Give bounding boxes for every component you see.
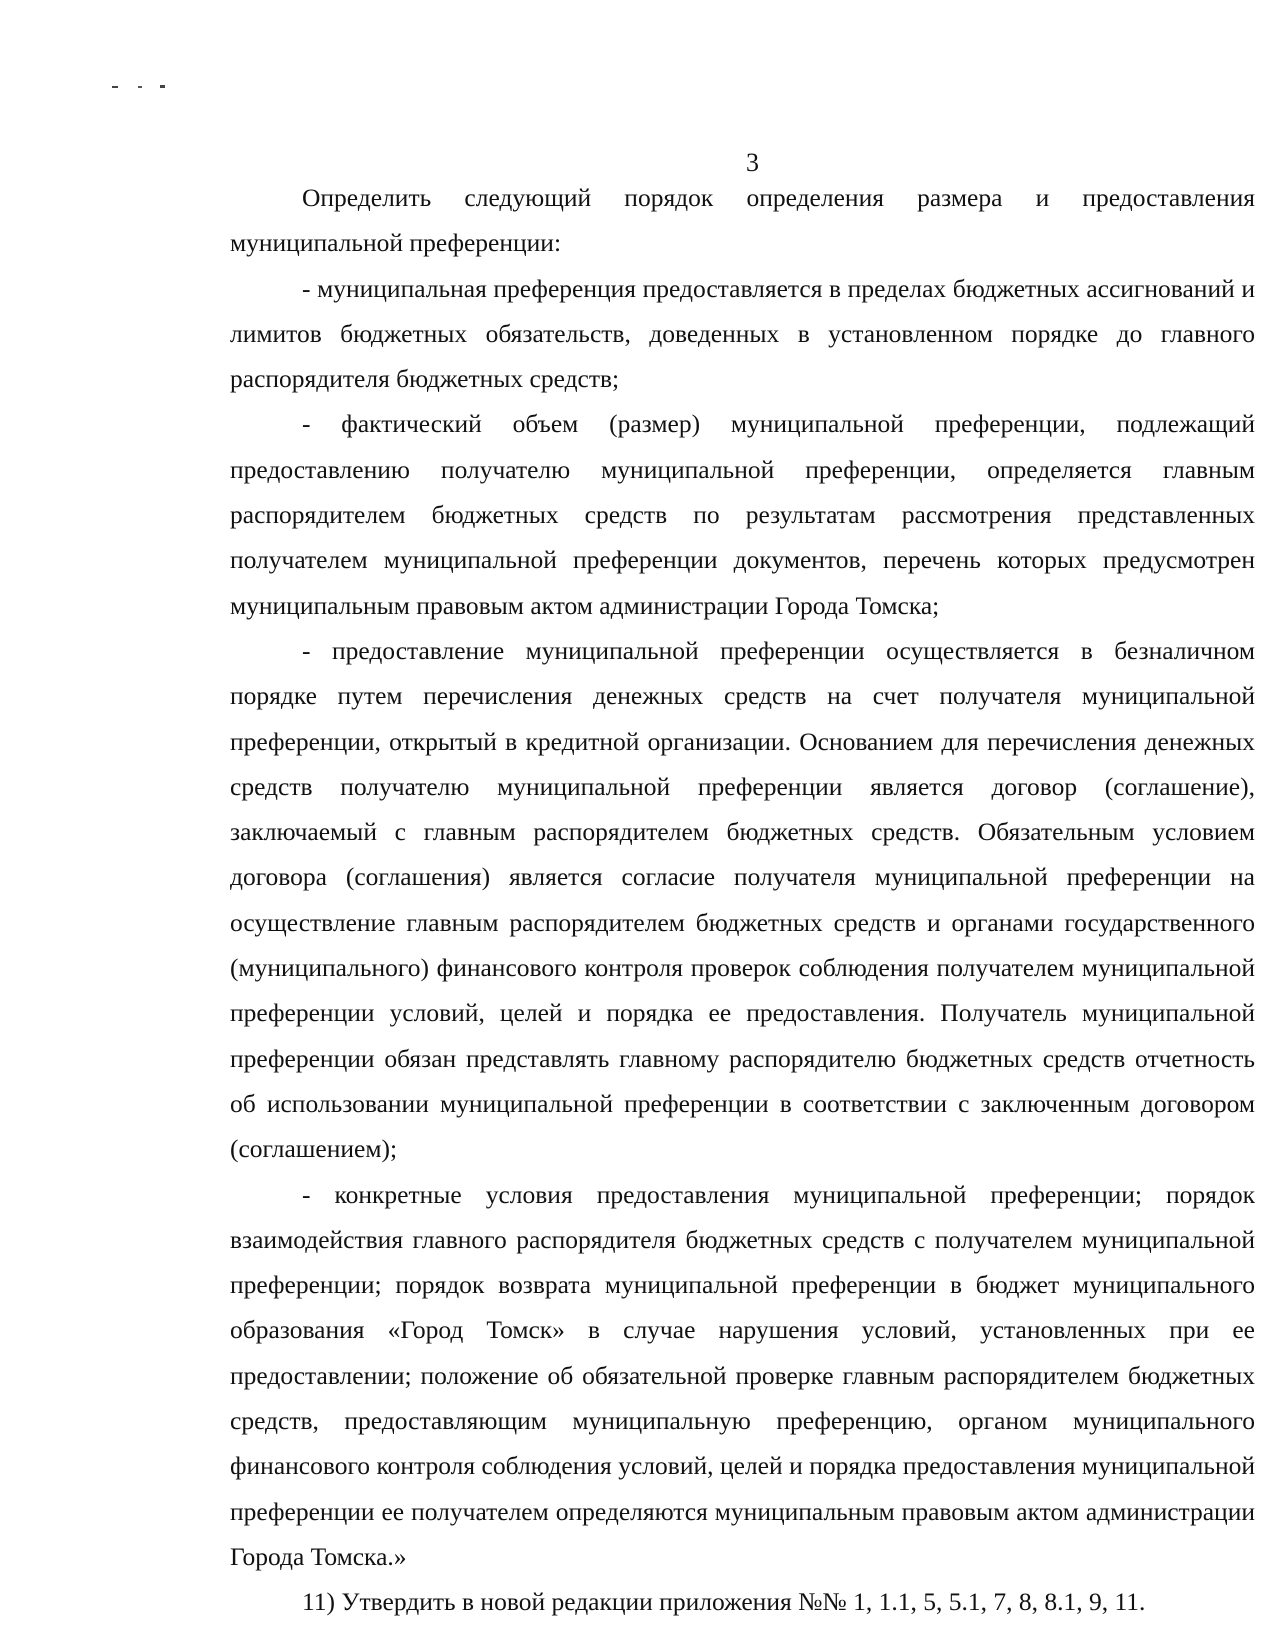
scan-artifact-marks <box>112 80 182 92</box>
paragraph-bullet-4: - конкретные условия предоставления муниципальной преференции; порядок взаимодействия главного распорядителя бюджетных средств с получателем муниципальной преференции; порядок возврата муниципальной преференции в бюджет муниципального образования «Город Томск» в случае нарушения условий, установленных при ее предоставлении; положение об обязательной проверке главным распорядителем бюджетных средств, предоставляющим муниципальную преференцию, органом муниципального финансового контроля соблюдения условий, целей и порядка предоставления муниципальной преференции ее получателем определяются муниципальным правовым актом администрации Города Томска.» <box>230 1179 1255 1571</box>
paragraph-intro: Определить следующий порядок определения размера и предоставления муниципальной преференции: <box>230 183 1255 258</box>
paragraph-item-11: 11) Утвердить в новой редакции приложения №№ 1, 1.1, 5, 5.1, 7, 8, 8.1, 9, 11. <box>302 1587 1146 1617</box>
document-body <box>230 175 1255 1625</box>
paragraph-bullet-2: - фактический объем (размер) муниципальной преференции, подлежащий предоставлению получателю муниципальной преференции, определяется главным распорядителем бюджетных средств по результатам рассмотрения представленных получателем муниципальной преференции документов, перечень которых предусмотрен муниципальным правовым актом администрации Города Томска; <box>230 409 1255 620</box>
page-number: 3 <box>746 148 759 177</box>
paragraph-bullet-1: - муниципальная преференция предоставляется в пределах бюджетных ассигнований и лимитов бюджетных обязательств, доведенных в установленном порядке до главного распорядителя бюджетных средств; <box>230 273 1255 394</box>
paragraph-bullet-3: - предоставление муниципальной преференции осуществляется в безналичном порядке путем перечисления денежных средств на счет получателя муниципальной преференции, открытый в кредитной организации. Основанием для перечисления денежных средств получателю муниципальной преференции является договор (соглашение), заключаемый с главным распорядителем бюджетных средств. Обязательным условием договора (соглашения) является согласие получателя муниципальной преференции на осуществление главным распорядителем бюджетных средств и органами государственного (муниципального) финансового контроля проверок соблюдения получателем муниципальной преференции условий, целей и порядка ее предоставления. Получатель муниципальной преференции обязан представлять главному распорядителю бюджетных средств отчетность об использовании муниципальной преференции в соответствии с заключенным договором (соглашением); <box>230 635 1255 1164</box>
